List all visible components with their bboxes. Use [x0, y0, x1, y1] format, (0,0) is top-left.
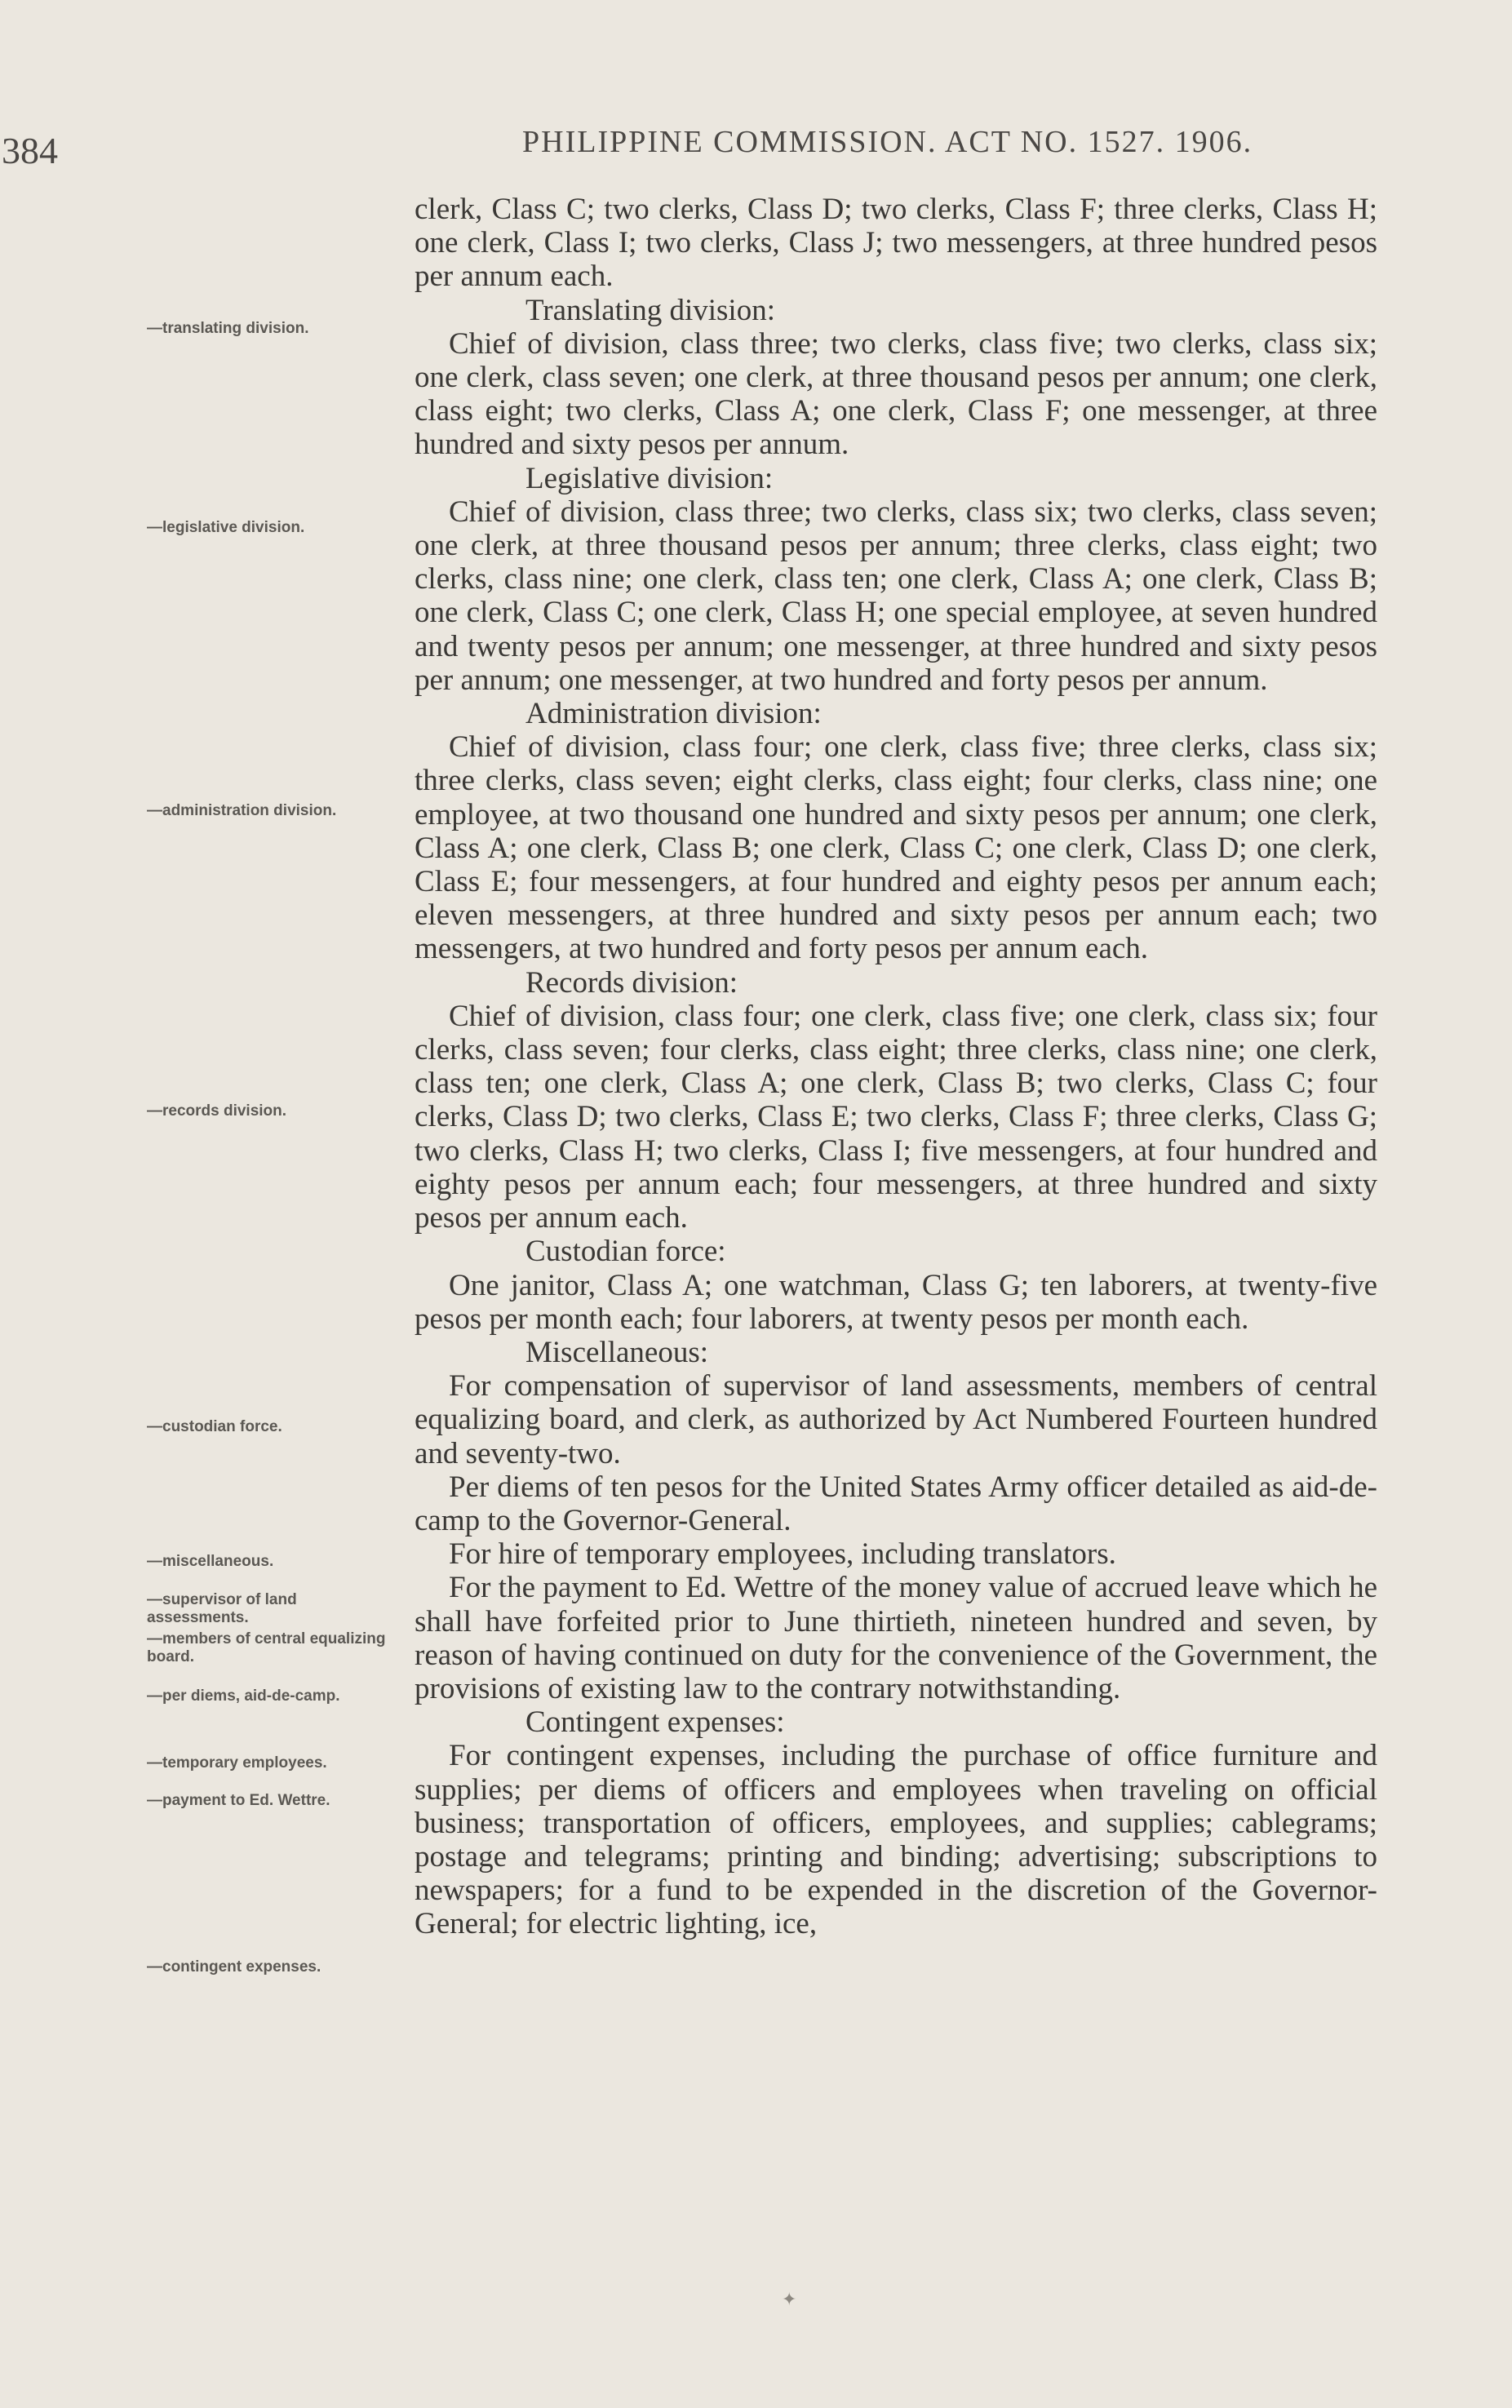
- page-blemish: ✦: [782, 2289, 797, 2309]
- section-heading: Custodian force:: [525, 1235, 726, 1269]
- page-number: 384: [2, 130, 58, 171]
- section-heading: Legislative division:: [525, 461, 774, 495]
- margin-note-equalizing-board: —members of central equalizing board.: [147, 1630, 386, 1665]
- margin-note-administration: —administration division.: [147, 802, 337, 819]
- margin-note-temporary: —temporary employees.: [147, 1754, 327, 1772]
- margin-note-records: —records division.: [147, 1102, 287, 1120]
- margin-note-contingent: —contingent expenses.: [147, 1958, 321, 1976]
- section-heading: Translating division:: [525, 293, 775, 327]
- margin-note-miscellaneous: —miscellaneous.: [147, 1553, 274, 1570]
- margin-note-supervisor: —supervisor of land assessments.: [147, 1591, 297, 1626]
- margin-note-legislative: —legislative division.: [147, 519, 305, 536]
- margin-note-wettre: —payment to Ed. Wettre.: [147, 1792, 330, 1809]
- body-text: [415, 193, 1377, 1941]
- paragraph: Chief of division, class three; two clerks, class five; two clerks, class six; one clerk, class seven; one clerk, at three thousand pesos per annum; one clerk, class eight; two clerks, Class A; one clerk, Class F; one messenger, at three hundred and sixty pesos per annum.: [415, 326, 1377, 462]
- paragraph: Chief of division, class three; two clerks, class six; two clerks, class seven; one clerk, at three thousand pesos per annum; three clerks, class eight; two clerks, class nine; one clerk, class ten; one clerk, Class A; one clerk, Class B; one clerk, Class C; one clerk, Class H; one special employee, at seven hundred and twenty pesos per annum; one messenger, at three hundred and sixty pesos per annum; one messenger, at two hundred and forty pesos per annum.: [415, 494, 1377, 697]
- paragraph: For hire of temporary employees, including translators.: [449, 1537, 1116, 1572]
- margin-note-translating: —translating division.: [147, 320, 309, 337]
- paragraph: For contingent expenses, including the purchase of office furniture and supplies; per diems of officers and employees when traveling on official business; transportation of officers, employees, and supplies; cablegrams; postage and telegrams; printing and binding; advertising; subscriptions to newspapers; for a fund to be expended in the discretion of the Governor-General; for electric lighting, ice,: [415, 1739, 1377, 1941]
- paragraph: Chief of division, class four; one clerk, class five; three clerks, class six; three clerks, class seven; eight clerks, class eight; four clerks, class nine; one employee, at two thousand one hundred and sixty pesos per annum; one clerk, Class A; one clerk, Class B; one clerk, Class C; one clerk, Class D; one clerk, Class E; four messengers, at four hundred and eighty pesos per annum each; eleven messengers, at three hundred and sixty pesos per annum each; two messengers, at two hundred and forty pesos per annum each.: [415, 730, 1377, 966]
- running-head: PHILIPPINE COMMISSION. ACT NO. 1527. 1906.: [522, 125, 1253, 159]
- paragraph: clerk, Class C; two clerks, Class D; two clerks, Class F; three clerks, Class H; one clerk, Class I; two clerks, Class J; two messengers, at three hundred pesos per annum each.: [415, 193, 1377, 294]
- paragraph: Per diems of ten pesos for the United States Army officer detailed as aid-de-camp to the Governor-General.: [415, 1470, 1377, 1537]
- margin-note-custodian: —custodian force.: [147, 1418, 282, 1435]
- paragraph: Chief of division, class four; one clerk, class five; one clerk, class six; four clerks, class seven; four clerks, class eight; three clerks, class nine; one clerk, class ten; one clerk, Class A; one clerk, Class B; two clerks, Class C; four clerks, Class D; two clerks, Class E; two clerks, Class F; three clerks, Class G; two clerks, Class H; two clerks, Class I; five messengers, at four hundred and eighty pesos per annum each; four messengers, at three hundred and sixty pesos per annum each.: [415, 999, 1377, 1235]
- section-heading: Contingent expenses:: [525, 1705, 785, 1740]
- section-heading: Records division:: [525, 965, 738, 1000]
- section-heading: Miscellaneous:: [525, 1335, 709, 1369]
- margin-note-per-diems: —per diems, aid-de-camp.: [147, 1687, 340, 1705]
- paragraph: One janitor, Class A; one watchman, Class G; ten laborers, at twenty-five pesos per month each; four laborers, at twenty pesos per month each.: [415, 1268, 1377, 1336]
- paragraph: For the payment to Ed. Wettre of the money value of accrued leave which he shall have forfeited prior to June thirtieth, nineteen hundred and seven, by reason of having continued on duty for the convenience of the Government, the provisions of existing law to the contrary notwithstanding.: [415, 1571, 1377, 1705]
- section-heading: Administration division:: [525, 697, 822, 731]
- paragraph: For compensation of supervisor of land assessments, members of central equalizing board, and clerk, as authorized by Act Numbered Fourteen hundred and seventy-two.: [415, 1369, 1377, 1470]
